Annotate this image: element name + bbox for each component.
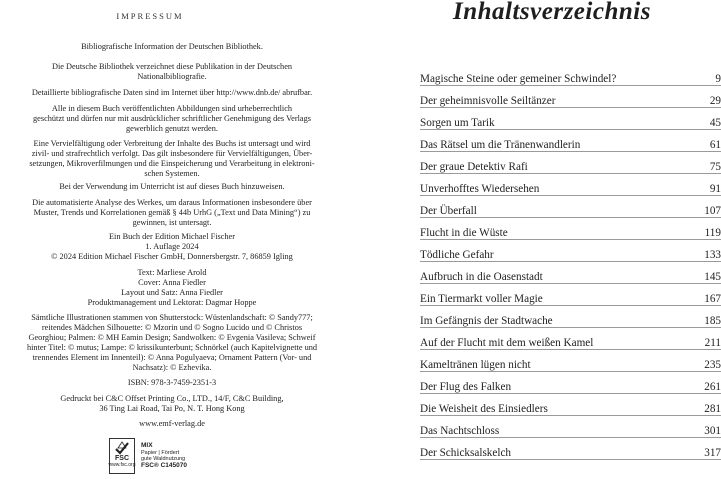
toc-entry-page: 281 [704,403,721,416]
toc-entry-page: 211 [704,337,721,350]
impressum-data-line: Detaillierte bibliografische Daten sind im Internet über http://www.dnb.de/ abrufbar. [31,88,313,97]
toc-entry-page: 75 [709,160,721,173]
toc-entry-page: 119 [704,226,721,239]
toc-entry-page: 185 [704,315,721,328]
impressum-rights-line: geschützt und dürfen nur mit ausdrücklicher schriftlicher Genehmigung des Verlags [33,114,311,123]
toc-entry-page: 61 [709,138,721,151]
impressum-edition-line: Ein Buch der Edition Michael Fischer [108,232,236,241]
toc-entry[interactable] [420,89,721,108]
impressum-tdm-line: gewinnen, ist untersagt. [132,218,212,227]
impressum-illustration-line: Georghiou; Palmen: © MH Eamin Design; Sandwolken: © Evgenia Vasileva; Schweif [28,333,316,342]
fsc-label [109,438,187,474]
impressum-credit: Cover: Anna Fiedler [138,278,206,287]
fsc-logo-url: www.fsc.org [108,462,136,468]
toc-entry-title: Das Nachtschloss [420,425,500,438]
impressum-dnb-line: Die Deutsche Bibliothek verzeichnet diese Publikation in der Deutschen [51,62,293,71]
fsc-code: FSC® C145070 [141,461,187,469]
toc-entry[interactable] [420,376,721,395]
toc-entry-page: 145 [704,270,721,283]
publisher-website[interactable]: www.emf-verlag.de [139,419,205,428]
toc-entry[interactable] [420,133,721,152]
toc-entry-page: 107 [704,204,721,217]
toc-entry-title: Auf der Flucht mit dem weißen Kamel [420,337,594,350]
fsc-logo [109,438,135,474]
impressum-credit: Layout und Satz: Anna Fiedler [121,288,223,297]
toc-entry-title: Kameltränen lügen nicht [420,359,531,372]
toc-entry-page: 167 [704,293,721,306]
impressum-print-line: Gedruckt bei C&C Offset Printing Co., LTD., 14/F, C&C Building, [60,394,284,403]
toc-entry[interactable] [420,111,721,130]
impressum-credit: Text: Marliese Arold [137,268,207,277]
impressum-classroom-line: Bei der Verwendung im Unterricht ist auf dieses Buch hinzuweisen. [59,182,285,191]
toc-entry[interactable] [420,287,721,306]
toc-entry-title: Unverhofftes Wiedersehen [420,182,540,195]
toc-entry-page: 91 [709,182,721,195]
toc-entry[interactable] [420,177,721,196]
toc-entry[interactable] [420,243,721,262]
toc-entry[interactable] [420,398,721,417]
toc-entry-title: Tödliche Gefahr [420,248,494,261]
fsc-description: gute Waldnutzung [141,456,186,462]
impressum-rights-line: gewerblich genutzt werden. [126,124,218,133]
impressum-illustration-line: trennendes Element im Innenteil): © Anna Pogulyaeva; Ornament Pattern (Vor- und [32,353,312,362]
toc-entry-page: 9 [715,72,721,85]
impressum-illustration-line: Sämtliche Illustrationen stammen von Shutterstock: Wüstenlandschaft: © Sandy777; [31,313,313,322]
toc-entry-title: Das Rätsel um die Tränenwandlerin [420,138,581,151]
impressum-tdm-line: Muster, Trends und Korrelationen gemäß § 44b UrhG („Text und Data Mining“) zu [33,208,311,217]
toc-entry-page: 261 [704,381,721,394]
impressum-credit: Produktmanagement und Lektorat: Dagmar Hoppe [87,298,257,307]
toc-entry-title: Ein Tiermarkt voller Magie [420,293,543,306]
impressum-isbn: ISBN: 978-3-7459-2351-3 [127,378,217,387]
impressum-copy-line: setzungen, Mikroverfilmungen und die Einspeicherung und Verarbeitung in elektroni- [29,159,315,168]
impressum-rights-line: Alle in diesem Buch veröffentlichten Abbildungen sind urheberrechtlich [51,104,293,113]
toc-entry-title: Magische Steine oder gemeiner Schwindel? [420,72,617,85]
toc-entry-title: Aufbruch in die Oasenstadt [420,270,543,283]
toc-entry-page: 301 [704,425,721,438]
impressum-heading: IMPRESSUM [116,11,184,21]
toc-entry-page: 235 [704,359,721,372]
toc-entry-page: 133 [704,248,721,261]
impressum-bibliographic-title: Bibliografische Information der Deutschen Bibliothek. [81,42,263,51]
impressum-copy-line: schen Systemen. [144,169,200,178]
toc-entry-title: Der Überfall [420,204,477,217]
toc-entry[interactable] [420,420,721,439]
toc-entry-title: Flucht in die Wüste [420,226,508,239]
impressum-dnb-line: Nationalbibliografie. [137,72,207,81]
toc-title: Inhaltsverzeichnis [453,0,651,25]
tree-checkmark-icon [114,441,130,455]
toc-entry[interactable] [420,67,721,86]
toc-entry-title: Der graue Detektiv Rafi [420,160,528,173]
impressum-edition-line: © 2024 Edition Michael Fischer GmbH, Donnersbergstr. 7, 86859 Igling [51,252,293,261]
toc-entry-title: Der Schicksalskelch [420,447,512,460]
toc-entry[interactable] [420,442,721,461]
impressum-illustration-line: Nachsatz): © Ezhevika. [132,363,212,372]
toc-entry[interactable] [420,310,721,329]
toc-entry-title: Die Weisheit des Einsiedlers [420,403,548,416]
impressum-illustration-line: reitendes Mädchen Silhouette: © Mzorin und © Sogno Lucido und © Christos [41,323,303,332]
toc-entry[interactable] [420,221,721,240]
toc-entry[interactable] [420,155,721,174]
toc-list [420,67,721,464]
toc-entry-page: 29 [709,94,721,107]
toc-entry-page: 317 [704,447,721,460]
toc-entry-page: 45 [709,116,721,129]
toc-entry-title: Im Gefängnis der Stadtwache [420,315,553,328]
toc-entry-title: Der geheimnisvolle Seiltänzer [420,94,556,107]
toc-entry[interactable] [420,265,721,284]
impressum-copy-line: Eine Vervielfältigung oder Verbreitung der Inhalte des Buchs ist untersagt und wird [33,139,311,148]
toc-entry[interactable] [420,332,721,351]
toc-entry[interactable] [420,199,721,218]
toc-entry-title: Der Flug des Falken [420,381,512,394]
toc-entry[interactable] [420,354,721,373]
impressum-tdm-line: Die automatisierte Analyse des Werkes, um daraus Informationen insbesondere über [32,198,312,207]
fsc-logo-word: FSC [115,455,129,462]
impressum-copy-line: zivil- und strafrechtlich verfolgt. Das gilt insbesondere für Vervielfältigungen, Über- [31,149,313,158]
fsc-text [141,443,187,469]
impressum-edition-line: 1. Auflage 2024 [145,242,199,251]
impressum-print-line: 36 Ting Lai Road, Tai Po, N. T. Hong Kong [99,404,245,413]
toc-entry-title: Sorgen um Tarik [420,116,495,129]
fsc-description: Papier | Fördert [141,449,180,456]
fsc-mix: MIX [141,442,153,449]
impressum-illustration-line: hinter Titel: © mutus; Lampe: © krissikunterbunt; Schnörkel (auch Kapitelvignette und [26,343,318,352]
